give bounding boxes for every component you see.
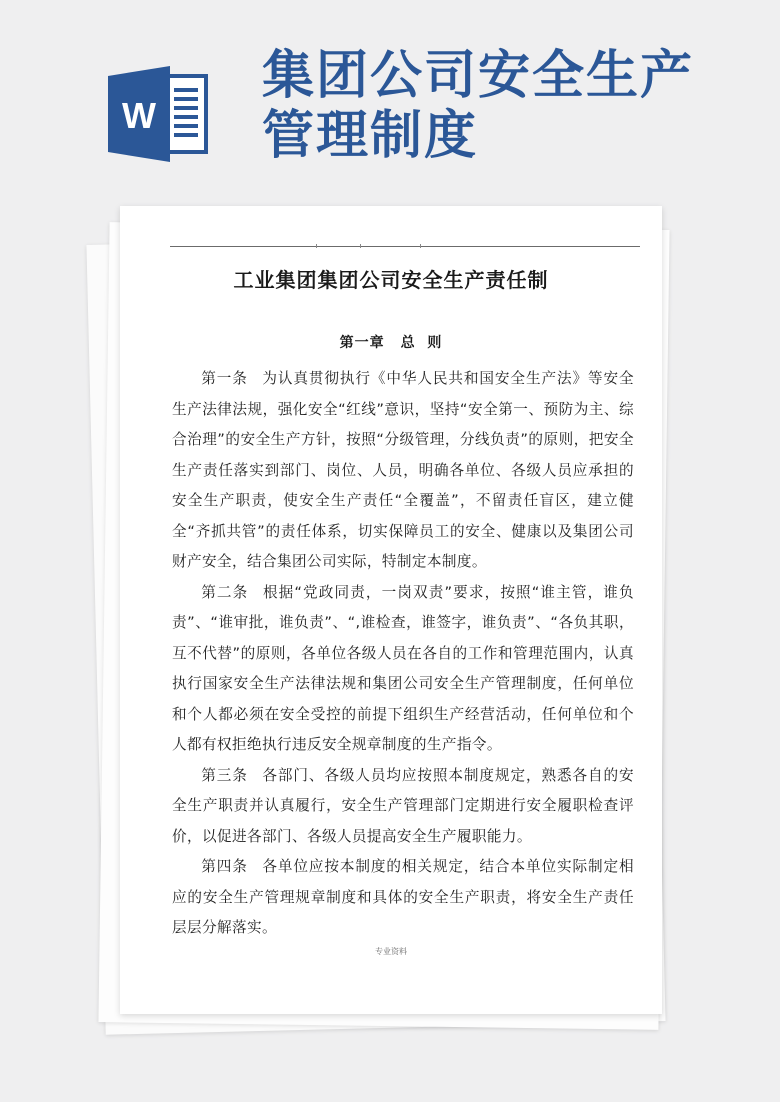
article-text: 各单位应按本制度的相关规定，结合本单位实际制定相应的安全生产管理规章制度和具体的安全生产职责，将安全生产责任层层分解落实。: [172, 858, 634, 936]
article-2: [172, 578, 634, 761]
chapter-name: 总 则: [400, 335, 443, 351]
cover-title: [262, 46, 694, 166]
cover-title-line1: 集团公司安全生产: [262, 45, 695, 106]
article-number: 第一条: [201, 370, 248, 387]
article-text: 各部门、各级人员均应按照本制度规定，熟悉各自的安全生产职责并认真履行，安全生产管理部门定期进行安全履职检查评价，以促进各部门、各级人员提高安全生产履职能力。: [172, 766, 634, 845]
article-number: 第四条: [201, 858, 248, 875]
document-page: [120, 206, 662, 1014]
header-tick: [316, 244, 317, 248]
chapter-label: 第一章: [339, 335, 385, 351]
article-4: [172, 852, 634, 944]
logo-letter: W: [122, 95, 156, 136]
article-number: 第三条: [201, 766, 248, 784]
article-text: 根据“党政同责，一岗双责”要求，按照“谁主管，谁负责”、“谁审批，谁负责”、“,谁检查，谁签字，谁负责”、“各负其职，互不代替”的原则，各单位各级人员在各自的工作和管理范围内，认真执行国家安全生产法律法规和集团公司安全生产管理制度，任何单位和个人都必须在安全受控的前提下组织生产经营活动，任何单位和个人都有权拒绝执行违反安全规章制度的生产指令。: [172, 583, 635, 753]
header-tick: [360, 244, 361, 248]
article-3: [172, 761, 634, 853]
cover-title-line2: 管理制度: [262, 105, 479, 166]
chapter-heading: [120, 332, 662, 352]
header-rule: [170, 246, 640, 247]
article-1: [172, 364, 634, 578]
word-logo-icon: [108, 66, 210, 162]
document-body: [172, 364, 634, 944]
document-title: 工业集团集团公司安全生产责任制: [233, 268, 549, 292]
article-text: 为认真贯彻执行《中华人民共和国安全生产法》等安全生产法律法规，强化安全“红线”意识，坚持“安全第一、预防为主、综合治理”的安全生产方针，按照“分级管理，分线负责”的原则，把安全生产责任落实到部门、岗位、人员，明确各单位、各级人员应承担的安全生产职责，使安全生产责任“全覆盖”，不留责任盲区，建立健全“齐抓共管”的责任体系，切实保障员工的安全、健康以及集团公司财产安全，结合集团公司实际，特制定本制度。: [172, 370, 634, 570]
header-tick: [420, 244, 421, 248]
page-footer: 专业资料: [375, 947, 407, 956]
article-number: 第二条: [201, 583, 249, 601]
